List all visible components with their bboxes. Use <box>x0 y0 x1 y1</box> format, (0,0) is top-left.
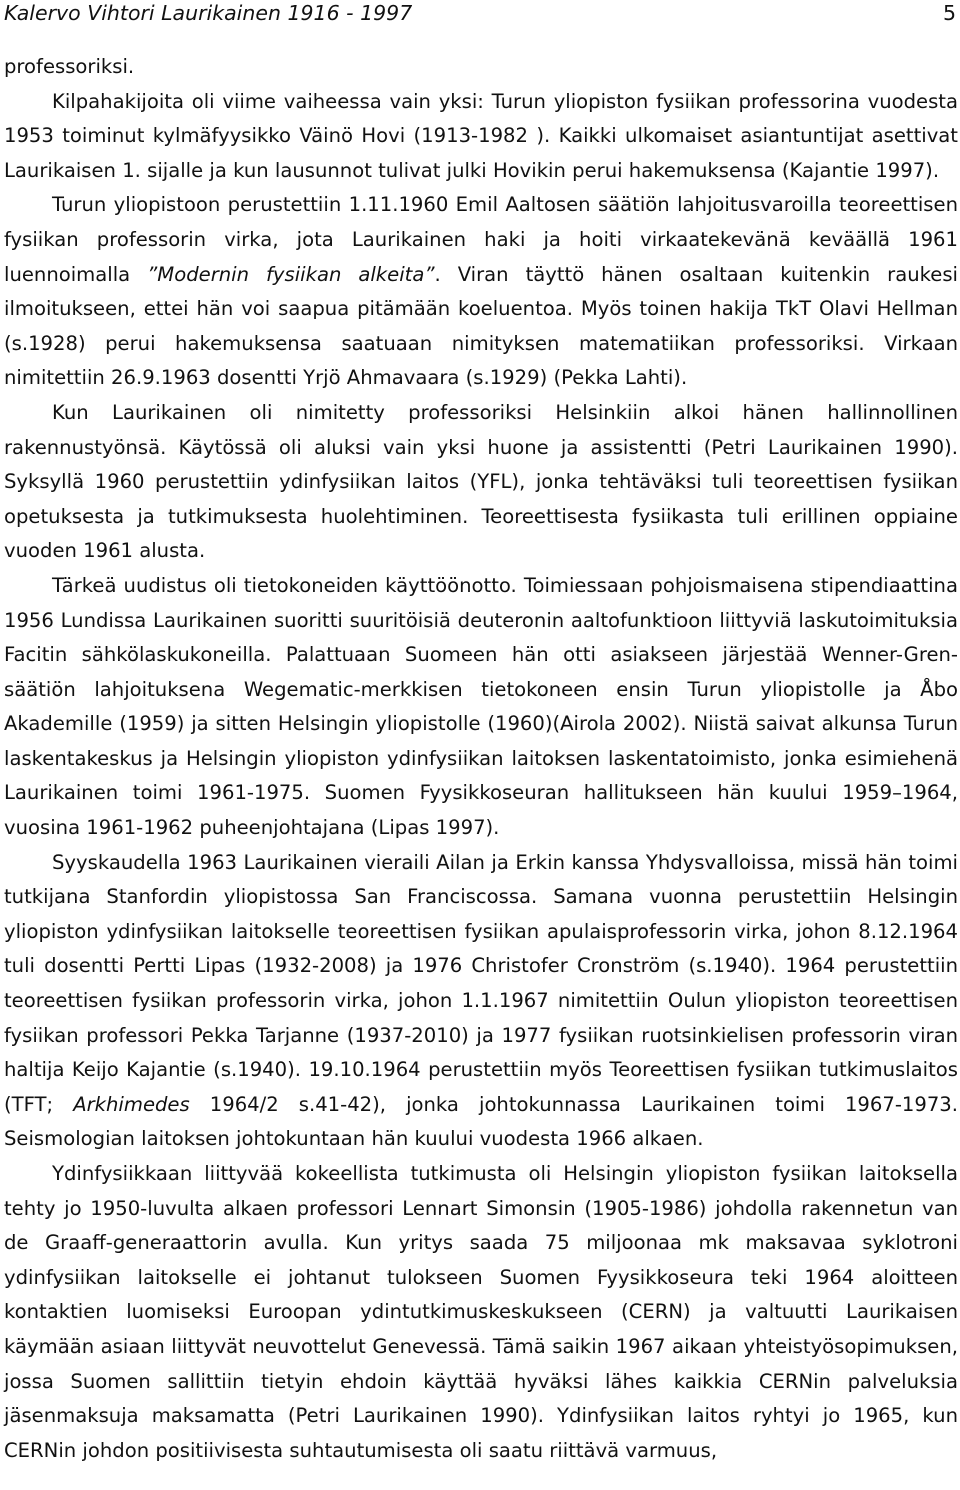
paragraph-text: professoriksi. <box>4 55 135 78</box>
paragraph-text: Ydinfysiikkaan liittyvää kokeellista tutkimusta oli Helsingin yliopiston fysiikan laitoksella tehty jo 1950-luvulta alkaen professori Lennart Simonsin (1905-1986) johdolla rakennetun van de Graaff-generaattorin avulla. Kun yritys saada 75 miljoonaa mk maksavaa syklotroni ydinfysiikan laitokselle ei johtanut tulokseen Suomen Fyysikkoseura teki 1964 aloitteen kontaktien luomiseksi Euroopan ydintutkimuskeskukseen (CERN) ja valtuutti Laurikaisen käymään asiaan liittyvät neuvottelut Genevessä. Tämä saikin 1967 aikaan yhteistyösopimuksen, jossa Suomen sallittiin tietyin ehdoin käyttää hyväksi lähes kaikkia CERNin palveluksia jäsenmaksuja maksamatta (Petri Laurikainen 1990). Ydinfysiikan laitos ryhtyi jo 1965, kun CERNin johdon positiivisesta suhtautumisesta oli saatu riittävä varmuus, <box>4 1162 958 1462</box>
paragraph-text: 1964/2 s.41-42), jonka johtokunnassa Laurikainen toimi 1967-1973. Seismologian laitoksen johtokuntaan hän kuului vuodesta 1966 alkaen. <box>4 1092 958 1151</box>
italic-text: Arkhimedes <box>73 1092 190 1116</box>
page-number: 5 <box>942 1 956 25</box>
paragraph-text: . Viran täyttö hänen osaltaan kuitenkin raukesi ilmoitukseen, ettei hän voi saapua pitämään koeluentoa. Myös toinen hakija TkT Olavi Hellman (s.1928) perui hakemuksensa saatuaan nimityksen matematiikan professoriksi. Virkaan nimitettiin 26.9.1963 dosentti Yrjö Ahmavaara (s.1929) (Pekka Lahti). <box>4 262 958 390</box>
paragraph <box>4 846 958 1157</box>
italic-text: ”Modernin fysiikan alkeita” <box>147 262 435 286</box>
paragraph <box>4 1157 958 1468</box>
paragraph-text: Kun Laurikainen oli nimitetty professoriksi Helsinkiin alkoi hänen hallinnollinen rakennustyönsä. Käytössä oli aluksi vain yksi huone ja assistentti (Petri Laurikainen 1990). Syksyllä 1960 perustettiin ydinfysiikan laitos (YFL), jonka tehtäväksi tuli teoreettisen fysiikan opetuksesta ja tutkimuksesta huolehtiminen. Teoreettisesta fysiikasta tuli erillinen oppiaine vuoden 1961 alusta. <box>4 400 958 563</box>
paragraph <box>4 396 958 569</box>
document-body <box>4 50 958 1468</box>
paragraph <box>4 50 958 85</box>
page-header <box>4 0 956 26</box>
paragraph-text: Syyskaudella 1963 Laurikainen vieraili Ailan ja Erkin kanssa Yhdysvalloissa, missä hän toimi tutkijana Stanfordin yliopistossa San Franciscossa. Samana vuonna perustettiin Helsingin yliopiston ydinfysiikan laitokselle teoreettisen fysiikan apulaisprofessorin virka, johon 8.12.1964 tuli dosentti Pertti Lipas (1932-2008) ja 1976 Christofer Cronström (s.1940). 1964 perustettiin teoreettisen fysiikan professorin virka, johon 1.1.1967 nimitettiin Oulun yliopiston teoreettisen fysiikan professori Pekka Tarjanne (1937-2010) ja 1977 fysiikan ruotsinkielisen professorin viran haltija Keijo Kajantie (s.1940). 19.10.1964 perustettiin myös Teoreettisen fysiikan tutkimuslaitos (TFT; <box>4 850 958 1116</box>
paragraph <box>4 188 958 396</box>
paragraph-text: Turun yliopistoon perustettiin 1.11.1960 Emil Aaltosen säätiön lahjoitusvaroilla teoreettisen fysiikan professorin virka, jota Laurikainen haki ja hoiti virkaatekevänä keväällä 1961 luennoimalla <box>4 193 958 286</box>
paragraph <box>4 569 958 846</box>
paragraph-text: Tärkeä uudistus oli tietokoneiden käyttöönotto. Toimiessaan pohjoismaisena stipendiaattina 1956 Lundissa Laurikainen suoritti suuritöisiä deuteronin aaltofunktioon liittyviä laskutoimituksia Facitin sähkölaskukoneilla. Palattuaan Suomeen hän otti asiakseen järjestää Wenner-Gren-säätiön lahjoituksena Wegematic-merkkisen tietokoneen ensin Turun yliopistolle ja Åbo Akademille (1959) ja sitten Helsingin yliopistolle (1960)(Airola 2002). Niistä saivat alkunsa Turun laskentakeskus ja Helsingin yliopiston ydinfysiikan laitoksen laskentatoimisto, jonka esimiehenä Laurikainen toimi 1961-1975. Suomen Fyysikkoseuran hallitukseen hän kuului 1959–1964, vuosina 1961-1962 puheenjohtajana (Lipas 1997). <box>4 573 958 840</box>
running-title: Kalervo Vihtori Laurikainen 1916 - 1997 <box>4 1 413 25</box>
paragraph <box>4 85 958 189</box>
paragraph-text: Kilpahakijoita oli viime vaiheessa vain yksi: Turun yliopiston fysiikan professorina vuodesta 1953 toiminut kylmäfyysikko Väinö Hovi (1913-1982 ). Kaikki ulkomaiset asiantuntijat asettivat Laurikaisen 1. sijalle ja kun lausunnot tulivat julki Hovikin perui hakemuksensa (Kajantie 1997). <box>4 89 958 182</box>
